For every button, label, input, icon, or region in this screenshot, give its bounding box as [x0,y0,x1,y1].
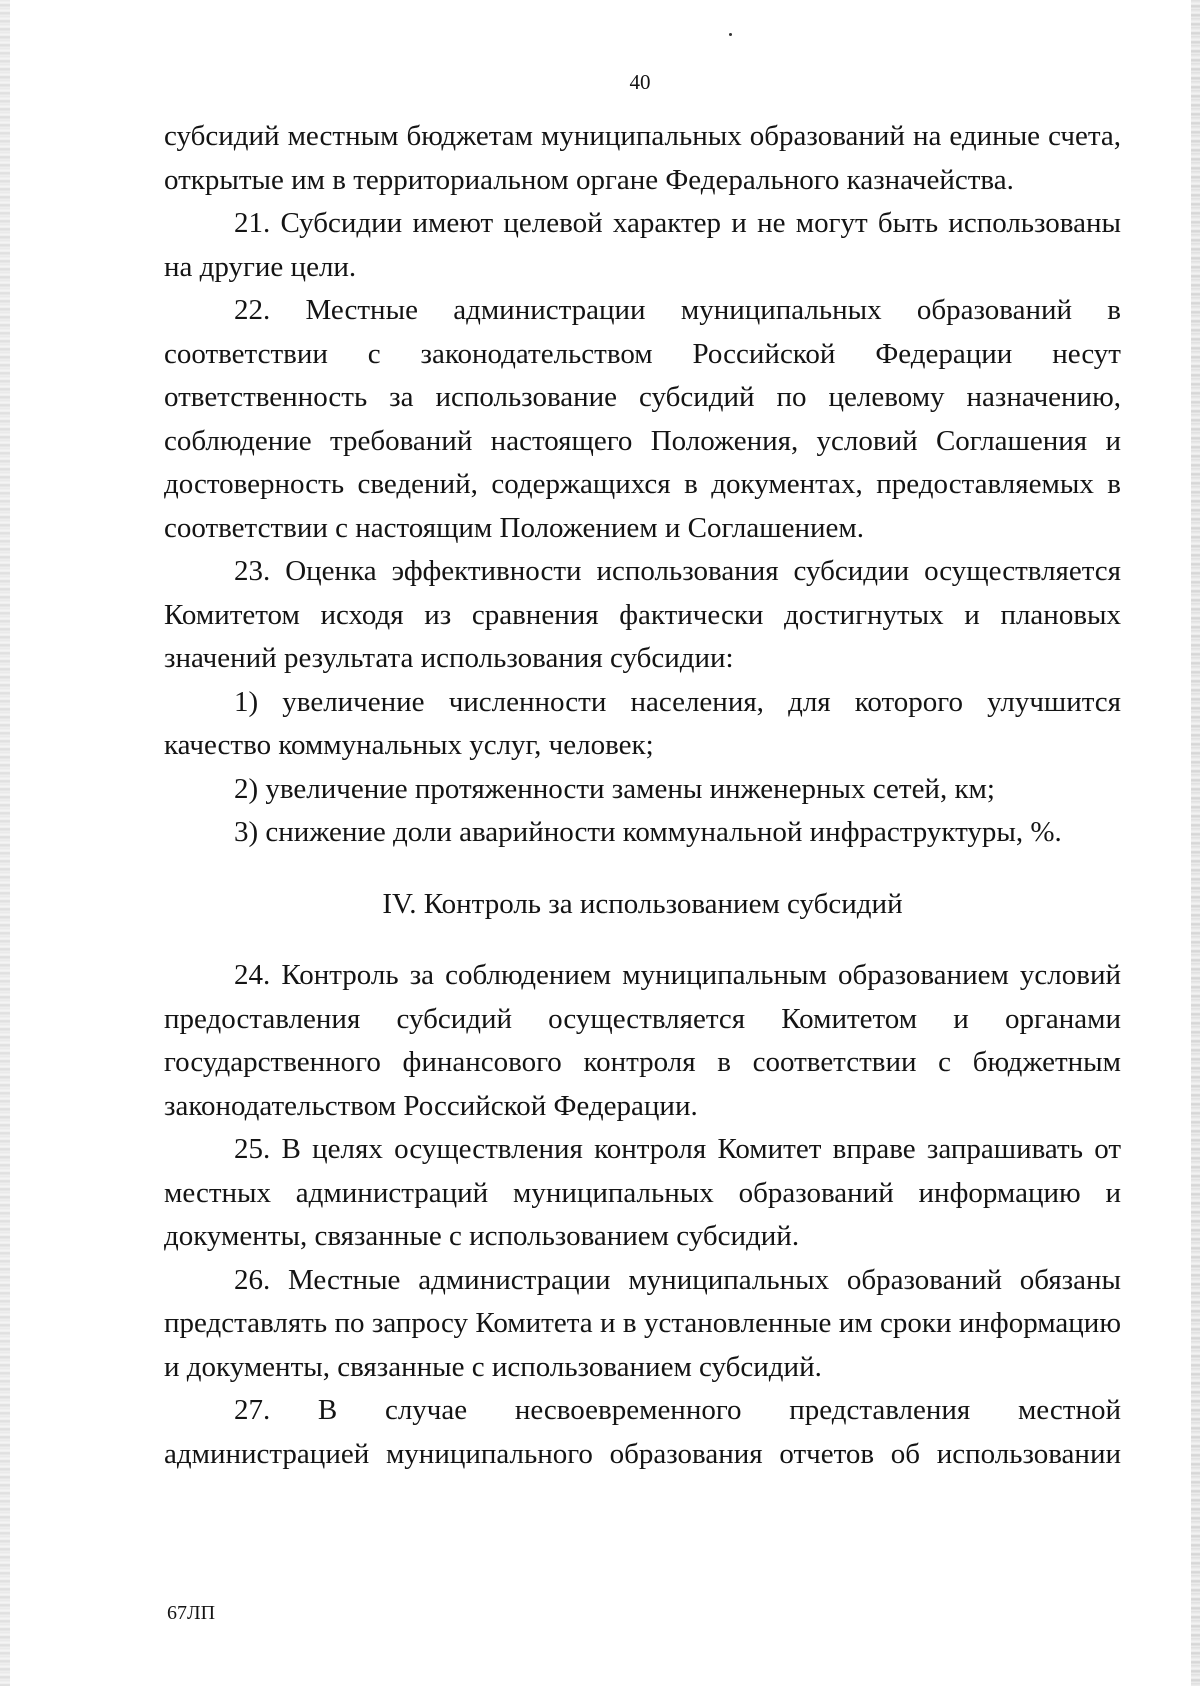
list-item-23-2: 2) увеличение протяженности замены инженерных сетей, км; [234,772,995,805]
paragraph-22: 22. Местные администрации муниципальных образований в соответствии с законодательством Российской Федерации несут ответственность за использование субсидий по целевому назначению, соблюдение требований настоящего Положения, условий Соглашения и достоверность сведений, содержащихся в документах, предоставляемых в соответствии с настоящим Положением и Соглашением. [164,294,1121,544]
paragraph-continuation: субсидий местным бюджетам муниципальных образований на единые счета, открытые им в территориальном органе Федерального казначейства. [164,120,1121,196]
scan-edge-right [1191,0,1200,1686]
paragraph-26: 26. Местные администрации муниципальных образований обязаны представлять по запросу Комитета и в установленные им сроки информацию и документы, связанные с использованием субсидий. [164,1263,1121,1383]
paragraph-25: 25. В целях осуществления контроля Комитет вправе запрашивать от местных администраций муниципальных образований информацию и документы, связанные с использованием субсидий. [164,1133,1121,1252]
document-body [164,115,1121,1476]
list-item-23-1: 1) увеличение численности населения, для которого улучшится качество коммунальных услуг, человек; [164,685,1121,761]
paragraph-27: 27. В случае несвоевременного представления местной администрацией муниципального образования отчетов об использовании [164,1394,1121,1470]
list-item-23-3: 3) снижение доли аварийности коммунальной инфраструктуры, %. [234,816,1062,848]
paragraph-24: 24. Контроль за соблюдением муниципальным образованием условий предоставления субсидий осуществляется Комитетом и органами государственного финансового контроля в соответствии с бюджетным законодательством Российской Федерации. [164,959,1121,1122]
paragraph-21: 21. Субсидии имеют целевой характер и не могут быть использованы на другие цели. [164,207,1121,283]
section-heading: IV. Контроль за использованием субсидий [382,887,903,920]
scan-dust-mark [729,33,732,36]
page-number: 40 [629,70,651,94]
scan-edge-left [0,0,10,1686]
paragraph-23: 23. Оценка эффективности использования субсидии осуществляется Комитетом исходя из сравнения фактически достигнутых и плановых значений результата использования субсидии: [164,555,1121,674]
document-code: 67ЛП [167,1602,216,1624]
